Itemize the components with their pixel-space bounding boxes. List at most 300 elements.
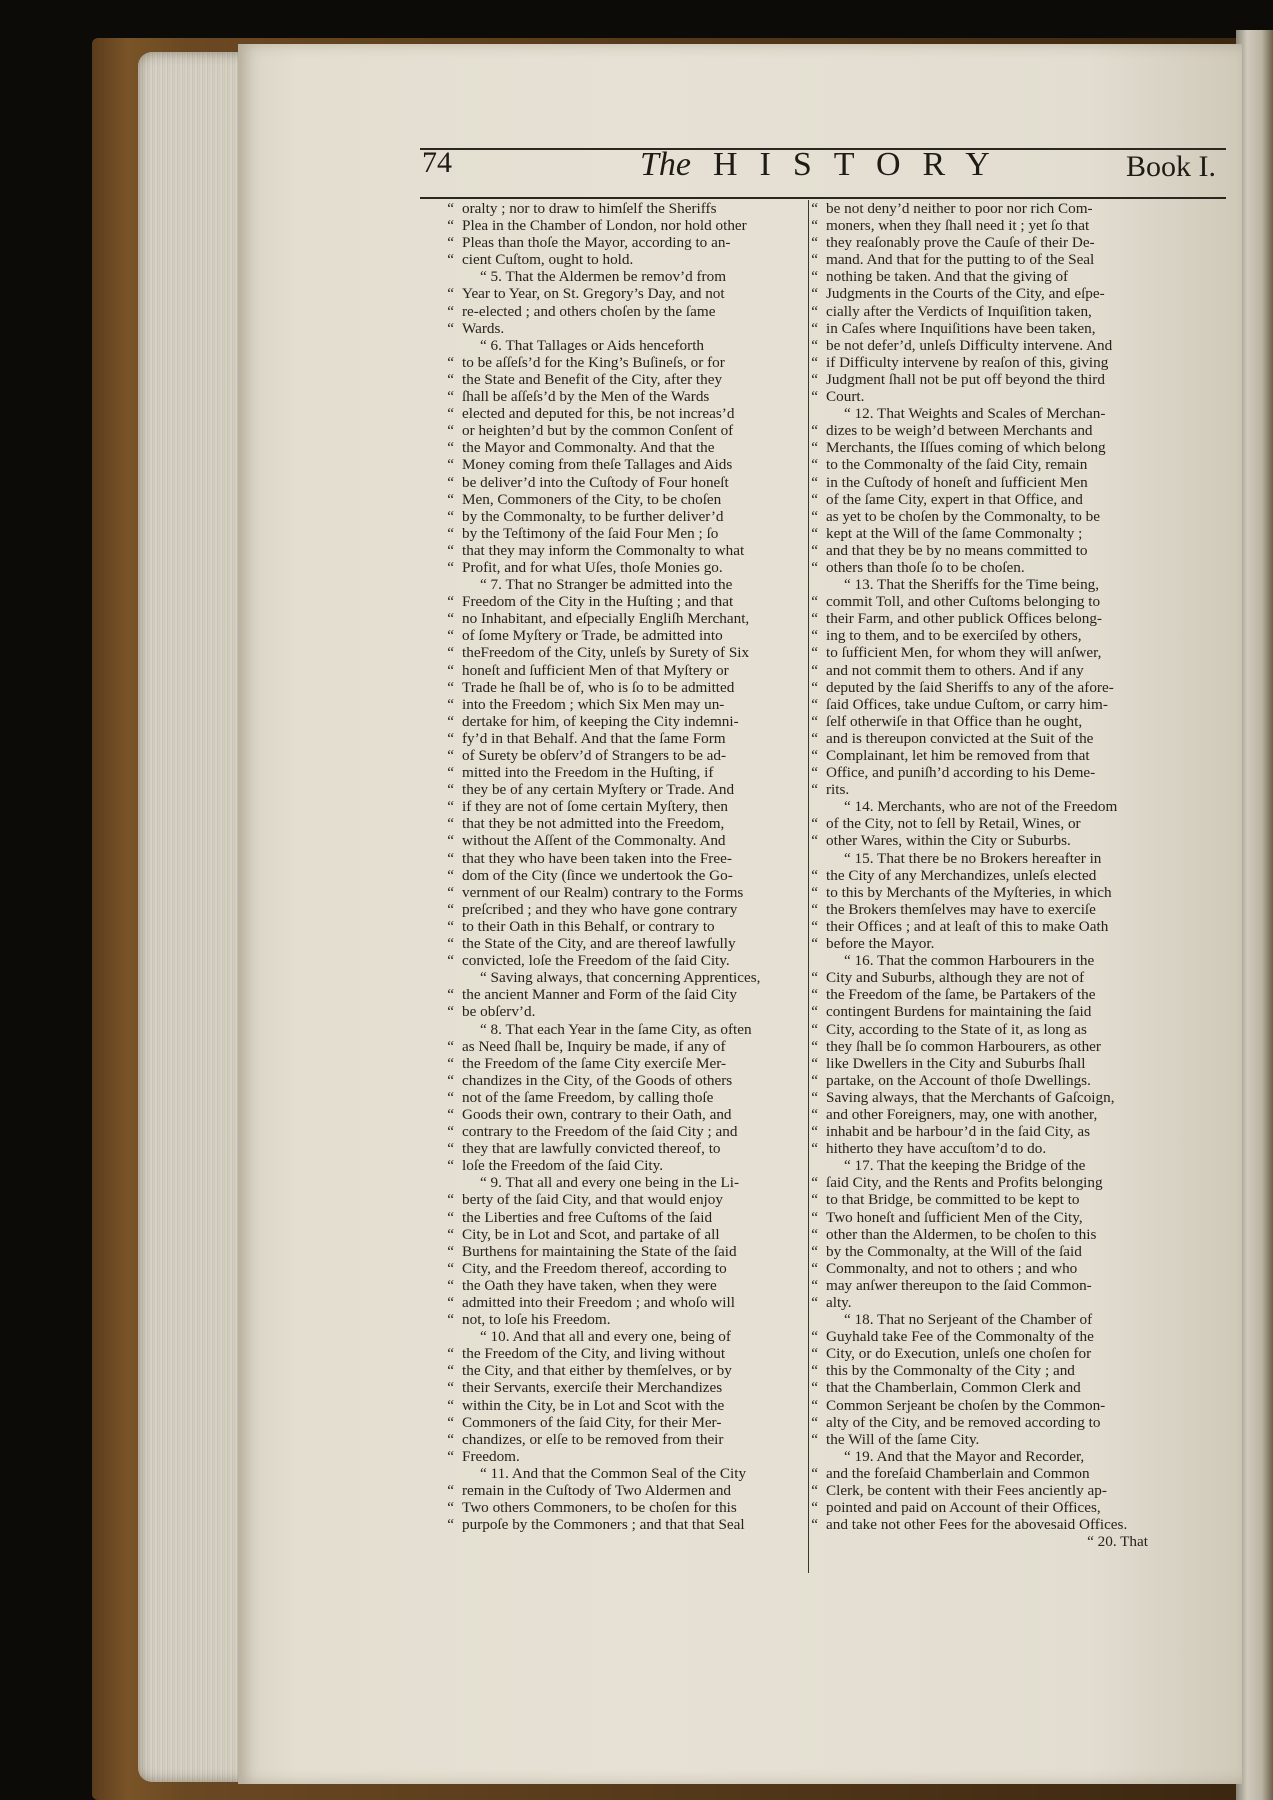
quote-mark: “ <box>811 1003 818 1021</box>
line-text: Plea in the Chamber of London, nor hold other <box>462 217 747 235</box>
line-text: ſaid City, and the Rents and Profits belonging <box>826 1174 1103 1192</box>
quote-mark: “ <box>447 1037 454 1055</box>
line-text: be obſerv’d. <box>462 1003 536 1021</box>
quote-mark: “ <box>447 507 454 525</box>
text-line <box>447 200 794 217</box>
line-text: that they be not admitted into the Freedom, <box>462 815 725 833</box>
line-text: the Freedom of the City, and living without <box>462 1345 726 1363</box>
line-text: the State of the City, and are thereof lawfully <box>462 935 736 953</box>
line-text: contrary to the Freedom of the ſaid City ; and <box>462 1123 738 1141</box>
line-text: this by the Commonalty of the City ; and <box>826 1362 1075 1380</box>
text-line <box>447 1430 794 1448</box>
text-line <box>462 1174 794 1191</box>
line-text: Pleas than thoſe the Mayor, according to an- <box>462 234 731 252</box>
line-text: “ 14. Merchants, who are not of the Freedom <box>844 798 1118 816</box>
quote-mark: “ <box>811 644 818 662</box>
line-text: Freedom of the City in the Huſting ; and that <box>462 593 734 611</box>
text-line <box>447 524 794 542</box>
line-text: “ 7. That no Stranger be admitted into the <box>480 576 733 594</box>
text-line <box>811 1294 1158 1311</box>
quote-mark: “ <box>811 336 818 354</box>
line-text: re-elected ; and others choſen by the ſame <box>462 302 716 320</box>
text-line <box>811 1054 1158 1072</box>
text-line <box>811 678 1158 696</box>
line-text: as Need ſhall be, Inquiry be made, if any of <box>462 1037 726 1055</box>
text-line <box>811 353 1158 371</box>
text-line <box>447 490 794 508</box>
line-text: hitherto they have accuſtom’d to do. <box>826 1140 1047 1158</box>
text-line <box>811 832 1158 850</box>
quote-mark: “ <box>811 1396 818 1414</box>
line-text: not, to loſe his Freedom. <box>462 1311 611 1329</box>
line-text: and is thereupon convicted at the Suit of the <box>826 729 1094 747</box>
line-text: of ſome Myſtery or Trade, be admitted into <box>462 627 723 645</box>
quote-mark: “ <box>811 541 818 559</box>
line-text: “ 16. That the common Harbourers in the <box>844 952 1095 970</box>
text-line <box>811 815 1158 833</box>
line-text: to their Oath in this Behalf, or contrary to <box>462 917 715 935</box>
line-text: of the City, not to ſell by Retail, Wines, or <box>826 815 1081 833</box>
line-text: into the Freedom ; which Six Men may un- <box>462 695 725 713</box>
line-text: “ 10. And that all and every one, being of <box>480 1328 731 1346</box>
text-line <box>811 1003 1158 1021</box>
text-line <box>447 952 794 970</box>
quote-mark: “ <box>811 507 818 525</box>
line-text: berty of the ſaid City, and that would enjoy <box>462 1191 723 1209</box>
text-line <box>811 490 1158 508</box>
quote-mark: “ <box>447 1157 454 1175</box>
line-text: Money coming from theſe Tallages and Aids <box>462 456 733 474</box>
quote-mark: “ <box>447 593 454 611</box>
header-rule-bottom <box>420 197 1226 199</box>
text-line <box>826 1533 1158 1550</box>
text-line <box>811 370 1158 388</box>
line-text: preſcribed ; and they who have gone contrary <box>462 900 738 918</box>
quote-mark: “ <box>447 849 454 867</box>
line-text: as yet to be choſen by the Commonalty, to be <box>826 507 1101 525</box>
quote-mark: “ <box>447 1499 454 1517</box>
quote-mark: “ <box>811 490 818 508</box>
line-text: and that they be by no means committed to <box>826 541 1088 559</box>
quote-mark: “ <box>811 353 818 371</box>
text-line <box>811 969 1158 987</box>
quote-mark: “ <box>447 900 454 918</box>
text-line <box>447 1345 794 1363</box>
text-line <box>462 1465 794 1482</box>
line-text: their Offices ; and at leaſt of this to make Oath <box>826 917 1109 935</box>
text-line <box>811 1242 1158 1260</box>
quote-mark: “ <box>811 558 818 576</box>
text-line <box>447 456 794 474</box>
quote-mark: “ <box>811 1208 818 1226</box>
line-text: the Mayor and Commonalty. And that the <box>462 439 715 457</box>
quote-mark: “ <box>811 1345 818 1363</box>
quote-mark: “ <box>447 627 454 645</box>
line-text: that the Chamberlain, Common Clerk and <box>826 1379 1081 1397</box>
quote-mark: “ <box>811 1362 818 1380</box>
line-text: theFreedom of the City, unleſs by Surety of Six <box>462 644 750 662</box>
quote-mark: “ <box>811 900 818 918</box>
text-line <box>447 1037 794 1055</box>
line-text: ſelf otherwiſe in that Office than he ought, <box>826 712 1083 730</box>
text-line <box>462 268 794 285</box>
quote-mark: “ <box>447 524 454 542</box>
quote-mark: “ <box>811 1516 818 1534</box>
quote-mark: “ <box>447 866 454 884</box>
text-line <box>826 798 1158 815</box>
text-line <box>811 336 1158 354</box>
text-line <box>811 234 1158 252</box>
line-text: by the Commonalty, to be further deliver’d <box>462 507 724 525</box>
line-text: Judgment ſhall not be put off beyond the third <box>826 370 1105 388</box>
text-line <box>811 268 1158 286</box>
text-line <box>447 935 794 953</box>
quote-mark: “ <box>447 1242 454 1260</box>
text-line <box>447 1259 794 1277</box>
text-line <box>447 1294 794 1311</box>
line-text: purpoſe by the Commoners ; and that that Seal <box>462 1516 745 1534</box>
quote-mark: “ <box>811 935 818 953</box>
quote-mark: “ <box>811 747 818 764</box>
quote-mark: “ <box>811 593 818 611</box>
quote-mark: “ <box>811 524 818 542</box>
text-line <box>811 593 1158 611</box>
quote-mark: “ <box>447 764 454 782</box>
text-line <box>447 883 794 901</box>
line-text: mand. And that for the putting to of the Seal <box>826 251 1095 269</box>
text-line <box>811 747 1158 764</box>
text-line <box>811 1105 1158 1123</box>
line-text: alty of the City, and be removed according to <box>826 1413 1101 1431</box>
line-text: “ 8. That each Year in the ſame City, as often <box>480 1020 752 1038</box>
quote-mark: “ <box>811 627 818 645</box>
line-text: City, according to the State of it, as long as <box>826 1020 1087 1038</box>
quote-mark: “ <box>447 917 454 935</box>
line-text: Goods their own, contrary to their Oath, and <box>462 1105 732 1123</box>
text-line <box>811 764 1158 782</box>
text-line <box>811 200 1158 217</box>
quote-mark: “ <box>811 1140 818 1158</box>
line-text: deputed by the ſaid Sheriffs to any of the afore- <box>826 678 1114 696</box>
line-text: be not deny’d neither to poor nor rich Com- <box>826 200 1093 217</box>
line-text: or heighten’d but by the common Conſent of <box>462 422 734 440</box>
line-text: Profit, and for what Uſes, thoſe Monies go. <box>462 558 723 576</box>
text-line <box>447 1482 794 1500</box>
line-text: commit Toll, and other Cuſtoms belonging to <box>826 593 1101 611</box>
text-line <box>811 319 1158 337</box>
quote-mark: “ <box>811 678 818 696</box>
quote-mark: “ <box>447 1430 454 1448</box>
quote-mark: “ <box>447 1088 454 1106</box>
text-line <box>811 439 1158 457</box>
quote-mark: “ <box>447 883 454 901</box>
text-line <box>811 644 1158 662</box>
text-line <box>811 1037 1158 1055</box>
line-text: ſaid Offices, take undue Cuſtom, or carry him- <box>826 695 1108 713</box>
text-line <box>447 729 794 747</box>
quote-mark: “ <box>447 661 454 679</box>
text-line <box>447 798 794 816</box>
text-line <box>462 1021 794 1038</box>
text-line <box>447 370 794 388</box>
quote-mark: “ <box>811 1123 818 1141</box>
text-line <box>447 1362 794 1380</box>
text-line <box>811 695 1158 713</box>
line-text: without the Aſſent of the Commonalty. And <box>462 832 726 850</box>
text-line <box>811 1379 1158 1397</box>
text-line <box>826 576 1158 593</box>
line-text: “ 15. That there be no Brokers hereafter in <box>844 849 1102 867</box>
text-line <box>447 832 794 850</box>
quote-mark: “ <box>811 1482 818 1500</box>
line-text: “ 17. That the keeping the Bridge of the <box>844 1157 1086 1175</box>
page-number: 74 <box>422 146 452 179</box>
line-text: like Dwellers in the City and Suburbs ſhall <box>826 1054 1086 1072</box>
text-line <box>811 1396 1158 1414</box>
quote-mark: “ <box>811 388 818 406</box>
quote-mark: “ <box>447 986 454 1004</box>
quote-mark: “ <box>447 1191 454 1209</box>
text-line <box>811 917 1158 935</box>
text-line <box>447 1499 794 1517</box>
line-text: Saving always, that the Merchants of Gaſcoign, <box>826 1088 1115 1106</box>
quote-mark: “ <box>811 200 818 217</box>
text-line <box>447 986 794 1004</box>
line-text: Two honeſt and ſufficient Men of the City, <box>826 1208 1083 1226</box>
line-text: other Wares, within the City or Suburbs. <box>826 832 1071 850</box>
quote-mark: “ <box>811 1328 818 1346</box>
quote-mark: “ <box>447 747 454 764</box>
line-text: Trade he ſhall be of, who is ſo to be admitted <box>462 678 735 696</box>
text-line <box>447 234 794 252</box>
quote-mark: “ <box>811 1037 818 1055</box>
line-text: and other Foreigners, may, one with another, <box>826 1105 1098 1123</box>
line-text: Men, Commoners of the City, to be choſen <box>462 490 722 508</box>
line-text: oralty ; nor to draw to himſelf the Sheriffs <box>462 200 717 217</box>
line-text: “ 6. That Tallages or Aids henceforth <box>480 336 705 354</box>
text-line <box>811 1276 1158 1294</box>
quote-mark: “ <box>447 935 454 953</box>
text-line <box>447 627 794 645</box>
text-line <box>811 251 1158 269</box>
line-text: within the City, be in Lot and Scot with the <box>462 1396 725 1414</box>
line-text: rits. <box>826 781 850 799</box>
line-text: “ Saving always, that concerning Apprentices, <box>480 969 761 987</box>
quote-mark: “ <box>811 302 818 320</box>
text-line <box>811 524 1158 542</box>
text-line <box>811 1020 1158 1038</box>
text-line <box>447 1140 794 1158</box>
text-line <box>447 405 794 423</box>
quote-mark: “ <box>447 1311 454 1329</box>
line-text: fy’d in that Behalf. And that the ſame Form <box>462 729 726 747</box>
line-text: their Farm, and other publick Offices belong- <box>826 610 1102 628</box>
quote-mark: “ <box>447 1396 454 1414</box>
text-line <box>447 217 794 235</box>
quote-mark: “ <box>447 319 454 337</box>
quote-mark: “ <box>447 1413 454 1431</box>
quote-mark: “ <box>811 712 818 730</box>
line-text: “ 12. That Weights and Scales of Merchan- <box>844 405 1106 423</box>
text-line <box>447 439 794 457</box>
line-text: kept at the Will of the ſame Commonalty ; <box>826 524 1083 542</box>
text-line <box>826 405 1158 422</box>
line-text: in the Cuſtody of honeſt and ſufficient Men <box>826 473 1088 491</box>
text-line <box>447 1311 794 1329</box>
quote-mark: “ <box>811 661 818 679</box>
text-line <box>447 593 794 611</box>
line-text: in Caſes where Inquiſitions have been taken, <box>826 319 1096 337</box>
line-text: “ 11. And that the Common Seal of the City <box>480 1464 747 1482</box>
line-text: Judgments in the Courts of the City, and eſpe- <box>826 285 1105 303</box>
text-line <box>811 456 1158 474</box>
quote-mark: “ <box>447 541 454 559</box>
quote-mark: “ <box>447 473 454 491</box>
quote-mark: “ <box>447 234 454 252</box>
quote-mark: “ <box>811 234 818 252</box>
line-text: alty. <box>826 1294 852 1311</box>
line-text: be not defer’d, unleſs Difficulty intervene. And <box>826 336 1113 354</box>
line-text: City, and the Freedom thereof, according to <box>462 1259 727 1277</box>
text-line <box>811 558 1158 576</box>
line-text: and the foreſaid Chamberlain and Common <box>826 1464 1090 1482</box>
line-text: cient Cuſtom, ought to hold. <box>462 251 634 269</box>
line-text: partake, on the Account of thoſe Dwellings. <box>826 1071 1091 1089</box>
line-text: cially after the Verdicts of Inquiſition taken, <box>826 302 1092 320</box>
quote-mark: “ <box>447 439 454 457</box>
text-line <box>447 558 794 576</box>
text-line <box>447 866 794 884</box>
quote-mark: “ <box>811 217 818 235</box>
line-text: City and Suburbs, although they are not of <box>826 969 1085 987</box>
line-text: the Oath they have taken, when they were <box>462 1276 717 1294</box>
quote-mark: “ <box>811 610 818 628</box>
text-line <box>447 644 794 662</box>
text-line <box>811 1499 1158 1517</box>
running-title <box>640 146 1012 184</box>
line-text: to that Bridge, be committed to be kept to <box>826 1191 1080 1209</box>
line-text: the City of any Merchandizes, unleſs elected <box>826 866 1097 884</box>
quote-mark: “ <box>447 1123 454 1141</box>
text-line <box>811 1140 1158 1158</box>
text-line <box>811 866 1158 884</box>
text-line <box>447 1447 794 1465</box>
quote-mark: “ <box>811 986 818 1004</box>
text-line <box>811 1362 1158 1380</box>
quote-mark: “ <box>447 644 454 662</box>
quote-mark: “ <box>811 1054 818 1072</box>
text-line <box>447 1105 794 1123</box>
line-text: they be of any certain Myſtery or Trade. And <box>462 781 735 799</box>
text-line <box>811 1174 1158 1192</box>
quote-mark: “ <box>811 1259 818 1277</box>
text-line <box>447 285 794 303</box>
text-line <box>447 1413 794 1431</box>
quote-mark: “ <box>447 1345 454 1363</box>
line-text: ing to them, and to be exerciſed by others, <box>826 627 1082 645</box>
text-line <box>811 541 1158 559</box>
text-line <box>447 422 794 440</box>
line-text: remain in the Cuſtody of Two Aldermen and <box>462 1482 732 1500</box>
quote-mark: “ <box>811 917 818 935</box>
line-text: the Freedom of the ſame, be Partakers of the <box>826 986 1096 1004</box>
quote-mark: “ <box>811 1191 818 1209</box>
quote-mark: “ <box>811 695 818 713</box>
line-text: of Surety be obſerv’d of Strangers to be ad- <box>462 747 727 764</box>
line-text: dizes to be weigh’d between Merchants and <box>826 422 1093 440</box>
text-line <box>447 661 794 679</box>
line-text: honeſt and ſufficient Men of that Myſtery or <box>462 661 729 679</box>
text-line <box>447 353 794 371</box>
text-line <box>447 849 794 867</box>
text-line <box>826 850 1158 867</box>
quote-mark: “ <box>447 832 454 850</box>
quote-mark: “ <box>447 1071 454 1089</box>
text-line <box>447 1516 794 1534</box>
text-line <box>811 1123 1158 1141</box>
quote-mark: “ <box>447 353 454 371</box>
text-line <box>447 1003 794 1021</box>
quote-mark: “ <box>811 729 818 747</box>
line-text: that they may inform the Commonalty to what <box>462 541 745 559</box>
text-line <box>811 883 1158 901</box>
quote-mark: “ <box>447 815 454 833</box>
text-line <box>811 473 1158 491</box>
text-line <box>811 1259 1158 1277</box>
quote-mark: “ <box>447 558 454 576</box>
quote-mark: “ <box>447 251 454 269</box>
line-text: Commonalty, and not to others ; and who <box>826 1259 1078 1277</box>
line-text: to be aſſeſs’d for the King’s Buſineſs, or for <box>462 353 725 371</box>
quote-mark: “ <box>447 1208 454 1226</box>
line-text: the Liberties and free Cuſtoms of the ſaid <box>462 1208 713 1226</box>
text-line <box>811 935 1158 953</box>
quote-mark: “ <box>811 781 818 799</box>
text-line <box>826 952 1158 969</box>
text-line <box>811 422 1158 440</box>
quote-mark: “ <box>811 1242 818 1260</box>
quote-mark: “ <box>447 1362 454 1380</box>
text-line <box>811 781 1158 799</box>
line-text: they that are lawfully convicted thereof, to <box>462 1140 721 1158</box>
line-text: vernment of our Realm) contrary to the Forms <box>462 883 744 901</box>
quote-mark: “ <box>811 1225 818 1243</box>
line-text: be deliver’d into the Cuſtody of Four honeſt <box>462 473 729 491</box>
quote-mark: “ <box>811 1088 818 1106</box>
text-line <box>811 1225 1158 1243</box>
text-line <box>447 678 794 696</box>
quote-mark: “ <box>447 729 454 747</box>
text-line <box>811 507 1158 525</box>
line-text: Merchants, the Iſſues coming of which belong <box>826 439 1106 457</box>
quote-mark: “ <box>811 1294 818 1311</box>
text-line <box>447 747 794 764</box>
line-text: other than the Aldermen, to be choſen to this <box>826 1225 1097 1243</box>
text-line <box>447 712 794 730</box>
text-line <box>447 695 794 713</box>
text-line <box>447 1242 794 1260</box>
right-column <box>811 200 1158 1551</box>
text-line <box>447 1396 794 1414</box>
text-line <box>447 1379 794 1397</box>
quote-mark: “ <box>811 319 818 337</box>
quote-mark: “ <box>811 439 818 457</box>
text-line <box>462 337 794 354</box>
text-line <box>811 1516 1158 1534</box>
page-edges <box>138 52 248 1782</box>
quote-mark: “ <box>447 405 454 423</box>
text-line <box>811 1345 1158 1363</box>
